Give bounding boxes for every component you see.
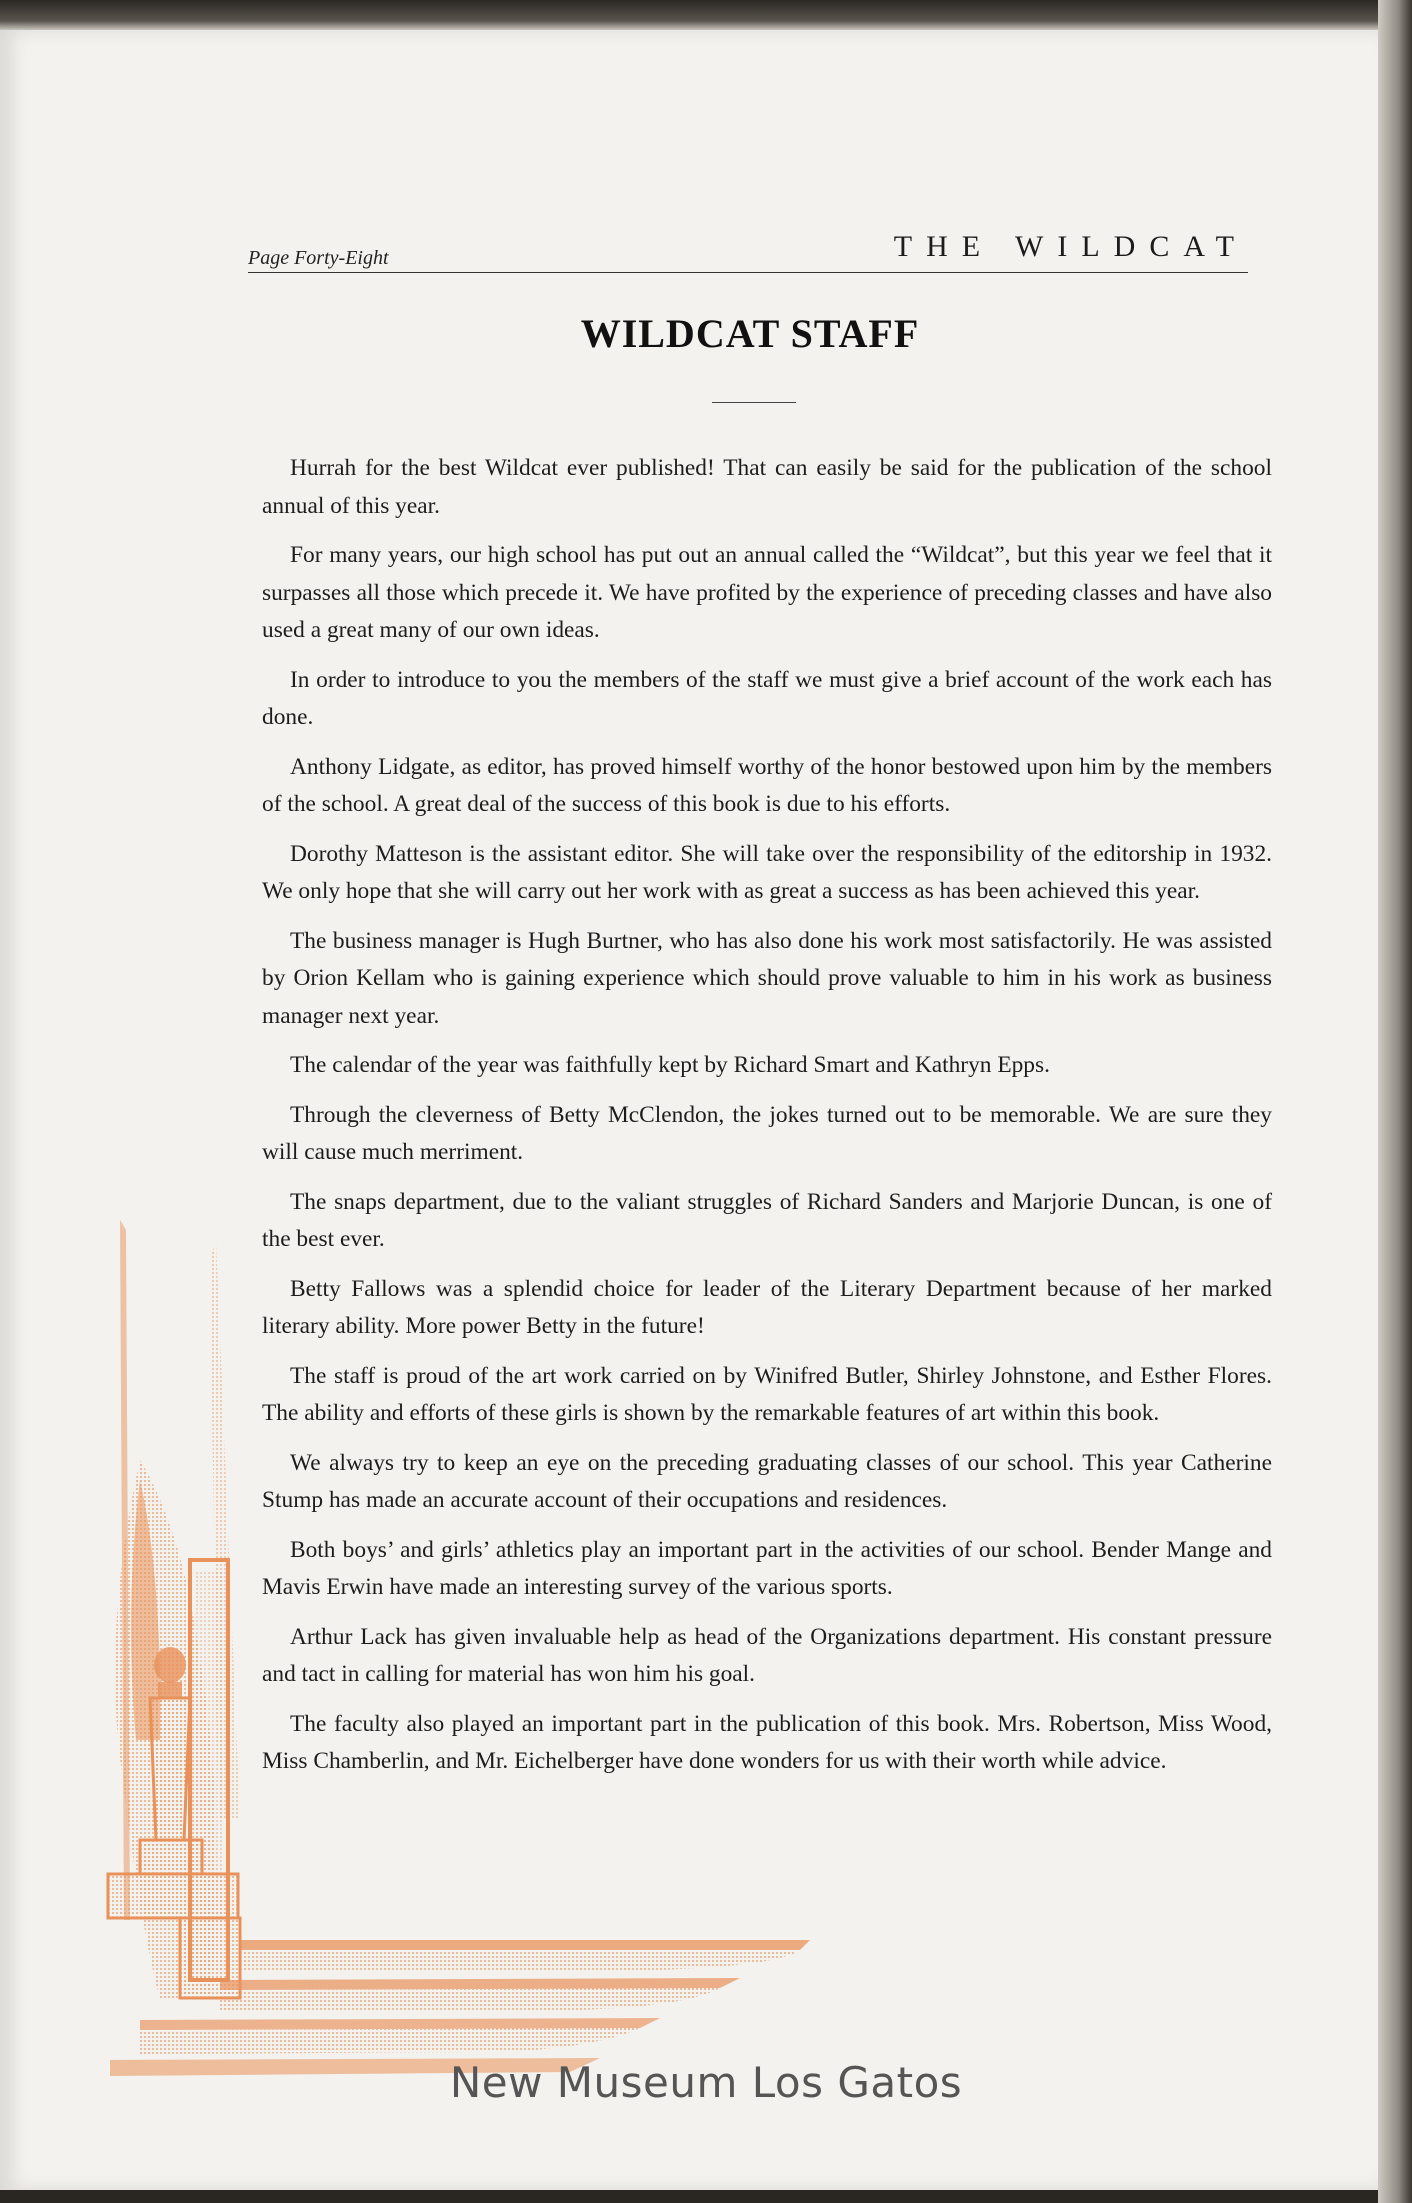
paragraph: We always try to keep an eye on the preceding graduating classes of our school. This year Catherine Stump has made an accurate account of their occupations and residences.: [262, 1449, 1272, 1513]
paragraph: The business manager is Hugh Burtner, who has also done his work most satisfactorily. He was assisted by Orion Kellam who is gaining experience which should prove valuable to him in his work as business manager next year.: [262, 927, 1272, 1029]
paragraph: Betty Fallows was a splendid choice for leader of the Literary Department because of her marked literary ability. More power Betty in the future!: [262, 1275, 1272, 1339]
paragraph: Through the cleverness of Betty McClendon, the jokes turned out to be memorable. We are sure they will cause much merriment.: [262, 1101, 1272, 1165]
paragraph: Hurrah for the best Wildcat ever published! That can easily be said for the publication of the school annual of this year.: [262, 455, 1272, 519]
paragraph: The staff is proud of the art work carried on by Winifred Butler, Shirley Johnstone, and Esther Flores. The ability and efforts of these girls is shown by the remarkable features of art within this book.: [262, 1362, 1272, 1426]
paragraph: The calendar of the year was faithfully kept by Richard Smart and Kathryn Epps.: [290, 1052, 1050, 1078]
page-number-label: Page Forty-Eight: [248, 247, 389, 269]
paragraph: The snaps department, due to the valiant struggles of Richard Sanders and Marjorie Duncan, is one of the best ever.: [262, 1188, 1272, 1252]
paragraph: The faculty also played an important part in the publication of this book. Mrs. Robertson, Miss Wood, Miss Chamberlin, and Mr. Eichelberger have done wonders for us with their worth while advice.: [262, 1710, 1272, 1774]
book-title: THE WILDCAT: [893, 230, 1248, 263]
paragraph: For many years, our high school has put out an annual called the “Wildcat”, but this year we feel that it surpasses all those which precede it. We have profited by the experience of preceding classes and have also used a great many of our own ideas.: [262, 542, 1272, 643]
running-header: [248, 220, 1248, 273]
page-title: WILDCAT STAFF: [580, 311, 920, 356]
paragraph: Anthony Lidgate, as editor, has proved himself worthy of the honor bestowed upon him by the members of the school. A great deal of the success of this book is due to his efforts.: [262, 753, 1272, 817]
body-text: [262, 450, 1272, 1793]
book-top-edge: [0, 0, 1412, 30]
watermark: New Museum Los Gatos: [449, 2058, 963, 2107]
paragraph: Arthur Lack has given invaluable help as head of the Organizations department. His constant pressure and tact in calling for material has won him his goal.: [262, 1623, 1272, 1687]
paragraph: Both boys’ and girls’ athletics play an important part in the activities of our school. Bender Mange and Mavis Erwin have made an interesting survey of the various sports.: [262, 1536, 1272, 1600]
paragraph: Dorothy Matteson is the assistant editor. She will take over the responsibility of the editorship in 1932. We only hope that she will carry out her work with as great a success as has been achieved this year.: [262, 840, 1272, 904]
title-divider: [712, 402, 796, 403]
paragraph: In order to introduce to you the members of the staff we must give a brief account of the work each has done.: [262, 666, 1272, 730]
